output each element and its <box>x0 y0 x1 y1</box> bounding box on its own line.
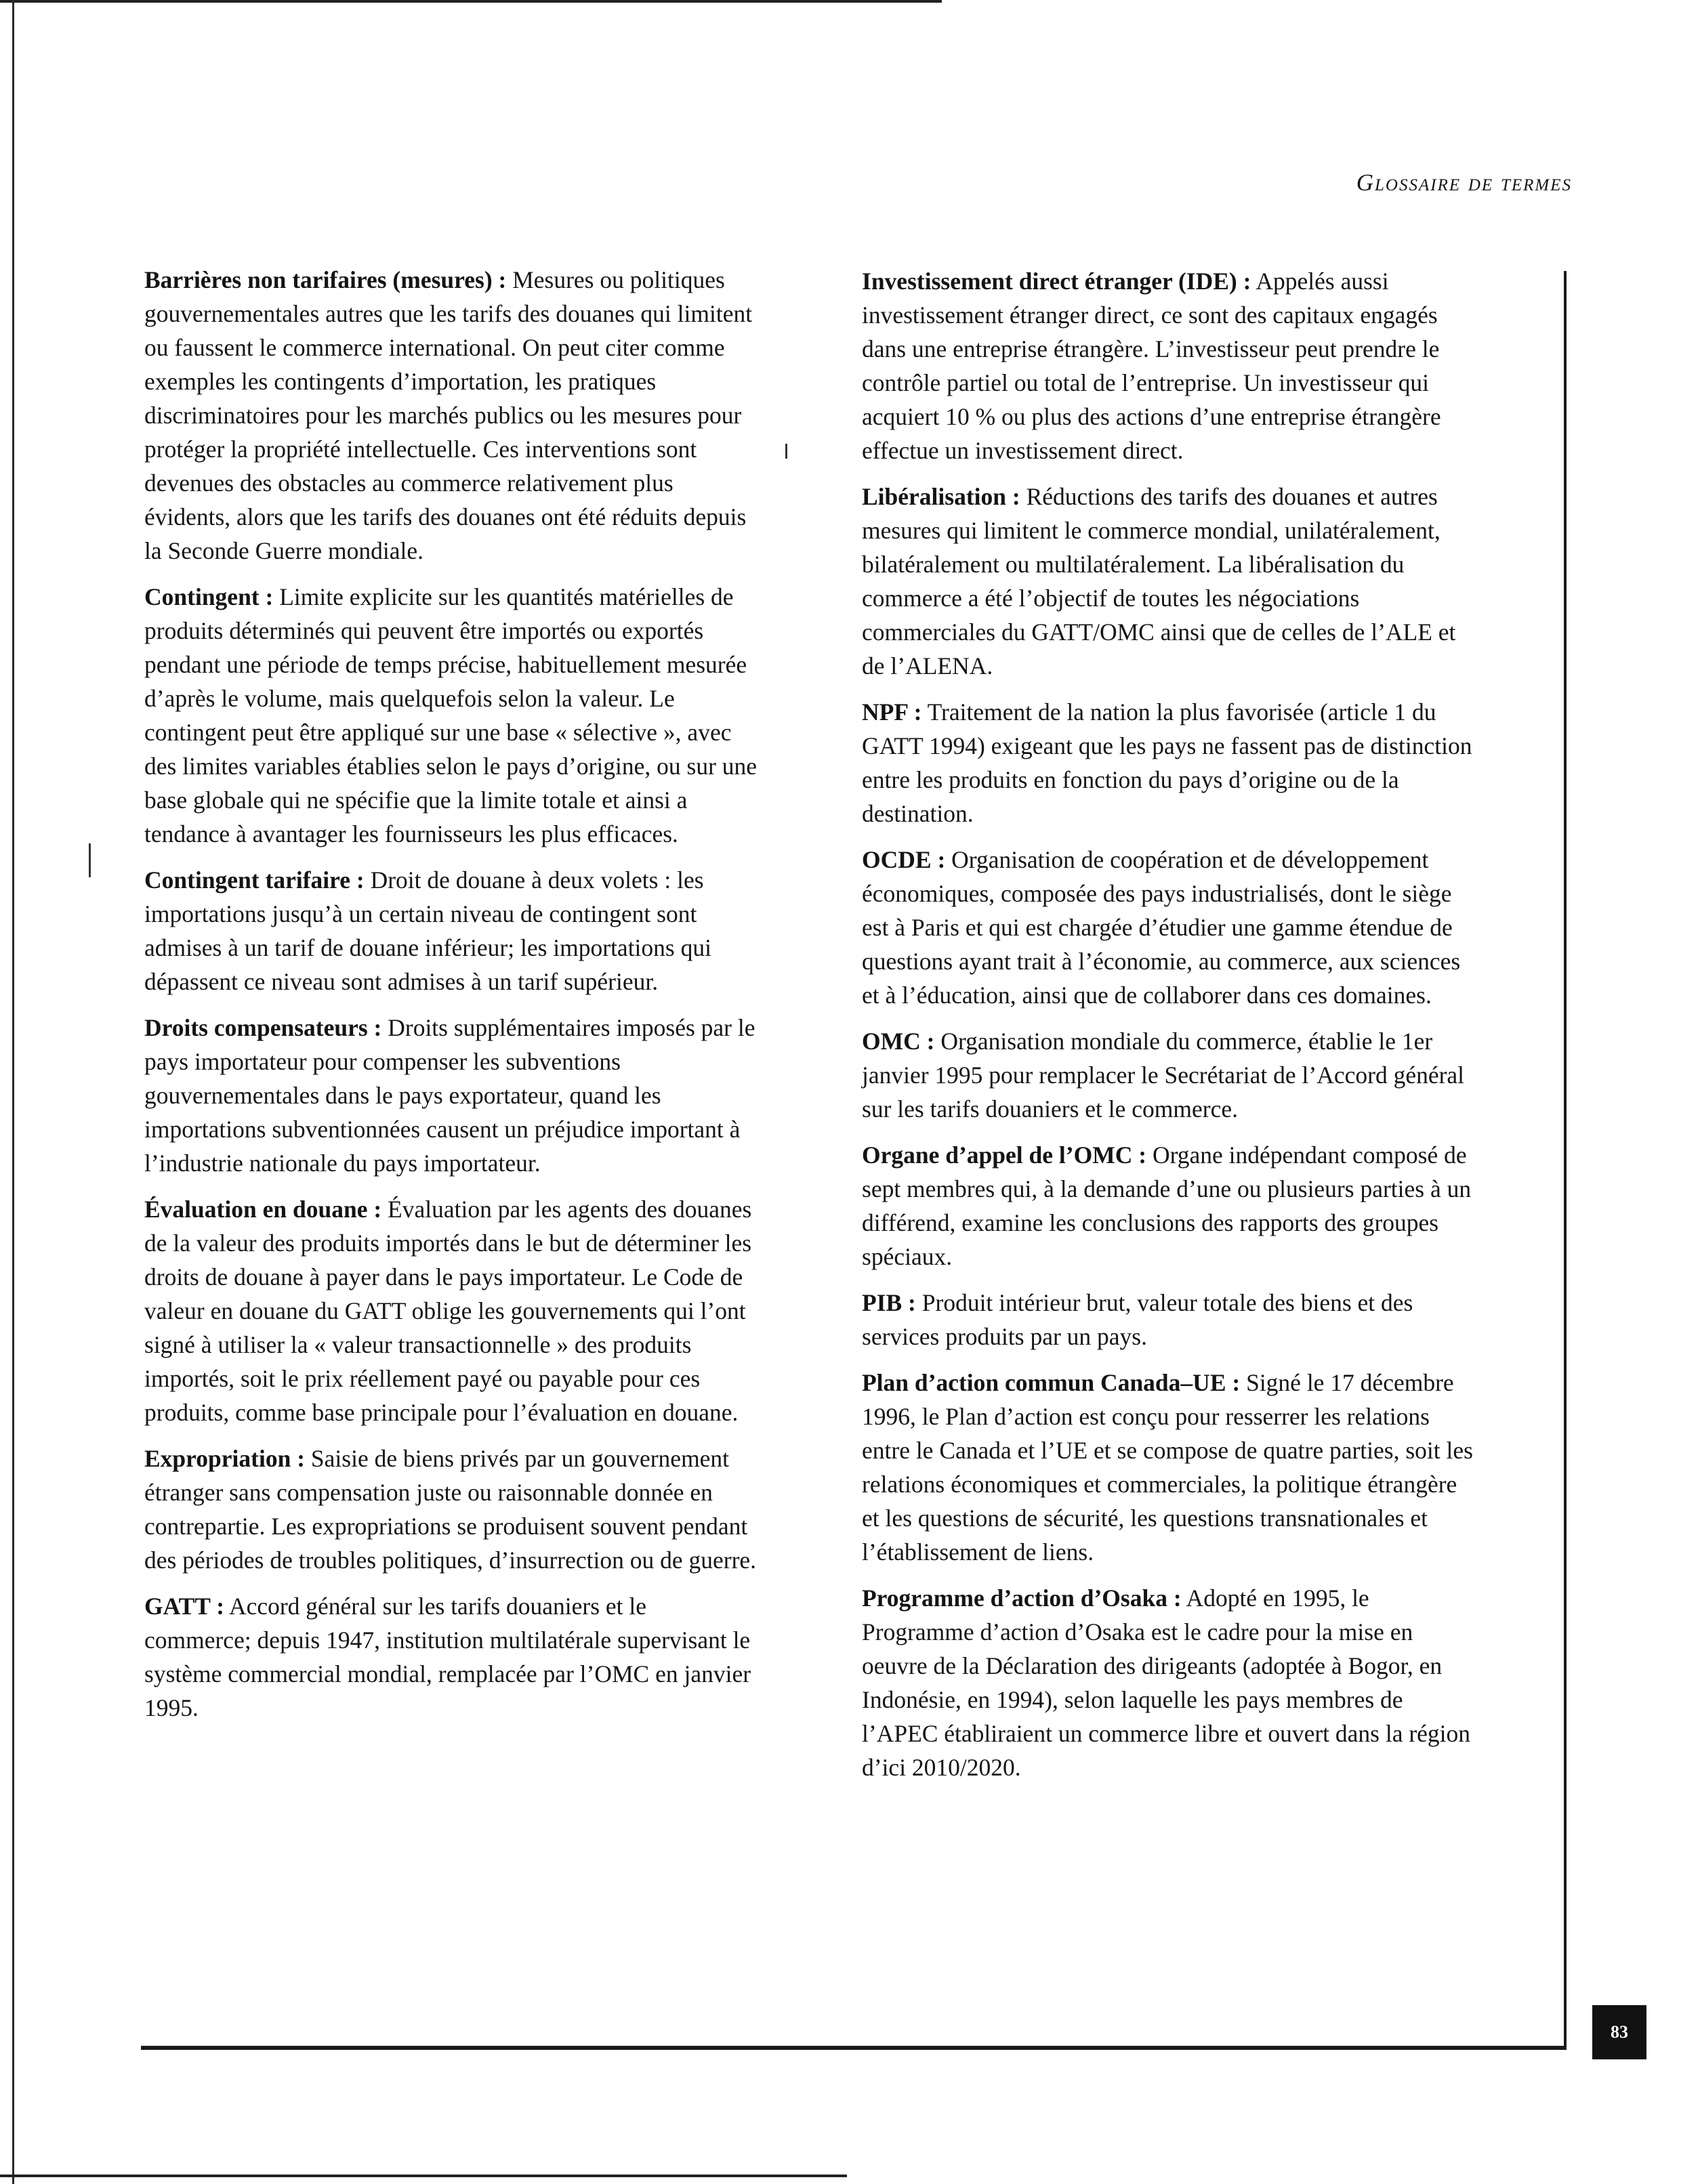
glossary-right-column <box>862 264 1475 1797</box>
glossary-term: Droits compensateurs : <box>144 1014 382 1041</box>
glossary-term: NPF : <box>862 698 922 726</box>
scan-artifact-mark <box>89 843 91 877</box>
glossary-left-column <box>144 263 758 1737</box>
page-number-badge: 83 <box>1592 2005 1646 2059</box>
glossary-entry <box>862 1286 1475 1353</box>
glossary-definition: Organisation de coopération et de développement économiques, composée des pays industrialisés, dont le siège est à Paris et qui est chargée d’étudier une gamme étendue de questions ayant trait à l’économie, au commerce, aux sciences et à l’éducation, ainsi que de collaborer dans ces domaines. <box>862 846 1461 1009</box>
running-header: Glossaire de termes <box>1356 169 1572 196</box>
scan-top-border <box>0 0 942 3</box>
footer-horizontal-rule <box>141 2046 1567 2050</box>
glossary-term: Programme d’action d’Osaka : <box>862 1584 1182 1612</box>
glossary-term: Investissement direct étranger (IDE) : <box>862 268 1251 295</box>
glossary-entry <box>144 580 758 851</box>
glossary-definition: Organe indépendant composé de sept membres qui, à la demande d’une ou plusieurs parties à un différend, examine les conclusions des rapports des groupes spéciaux. <box>862 1141 1472 1270</box>
scan-artifact-mark <box>785 444 787 459</box>
glossary-term: PIB : <box>862 1289 916 1316</box>
glossary-definition: Évaluation par les agents des douanes de la valeur des produits importés dans le but de déterminer les droits de douane à payer dans le pays importateur. Le Code de valeur en douane du GATT oblige les gouvernements qui l’ont signé à utiliser la « valeur transactionnelle » des produits importés, soit le prix réellement payé ou payable pour ces produits, comme base principale pour l’évaluation en douane. <box>144 1196 752 1426</box>
glossary-definition: Mesures ou politiques gouvernementales autres que les tarifs des douanes qui limitent ou faussent le commerce international. On peut citer comme exemples les contingents d’importation, les pratiques discriminatoires pour les marchés publics ou les mesures pour protéger la propriété intellectuelle. Ces interventions sont devenues des obstacles au commerce relativement plus évidents, alors que les tarifs des douanes ont été réduits depuis la Seconde Guerre mondiale. <box>144 266 753 564</box>
glossary-term: OMC : <box>862 1028 935 1055</box>
glossary-definition: Accord général sur les tarifs douaniers et le commerce; depuis 1947, institution multilatérale supervisant le système commercial mondial, remplacée par l’OMC en janvier 1995. <box>144 1593 751 1721</box>
glossary-term: Évaluation en douane : <box>144 1196 382 1223</box>
glossary-entry <box>862 1024 1475 1126</box>
glossary-definition: Signé le 17 décembre 1996, le Plan d’action est conçu pour resserrer les relations entre le Canada et l’UE et se compose de quatre parties, soit les relations économiques et commerciales, la politique étrangère et les questions de sécurité, les questions transnationales et l’établissement de liens. <box>862 1369 1473 1566</box>
glossary-entry <box>144 1192 758 1429</box>
glossary-entry <box>862 1138 1475 1274</box>
glossary-definition: Adopté en 1995, le Programme d’action d’Osaka est le cadre pour la mise en oeuvre de la Déclaration des dirigeants (adoptée à Bogor, en Indonésie, en 1994), selon laquelle les pays membres de l’APEC établiraient un commerce libre et ouvert dans la région d’ici 2010/2020. <box>862 1584 1471 1781</box>
glossary-entry <box>144 1011 758 1180</box>
glossary-entry <box>862 1366 1475 1569</box>
glossary-definition: Saisie de biens privés par un gouvernement étranger sans compensation juste ou raisonnable donnée en contrepartie. Les expropriations se produisent souvent pendant des périodes de troubles politiques, d’insurrection ou de guerre. <box>144 1445 757 1574</box>
glossary-definition: Traitement de la nation la plus favorisée (article 1 du GATT 1994) exigeant que les pays ne fassent pas de distinction entre les produits en fonction du pays d’origine ou de la destination. <box>862 698 1472 827</box>
glossary-term: GATT : <box>144 1593 225 1620</box>
glossary-term: Libéralisation : <box>862 483 1020 510</box>
glossary-definition: Réductions des tarifs des douanes et autres mesures qui limitent le commerce mondial, unilatéralement, bilatéralement ou multilatéralement. La libéralisation du commerce a été l’objectif de toutes les négociations commerciales du GATT/OMC ainsi que de celles de l’ALE et de l’ALENA. <box>862 483 1456 679</box>
glossary-entry <box>862 843 1475 1012</box>
glossary-entry <box>144 1589 758 1725</box>
glossary-term: OCDE : <box>862 846 946 873</box>
glossary-entry <box>862 264 1475 467</box>
glossary-term: Contingent tarifaire : <box>144 866 365 894</box>
glossary-entry <box>862 695 1475 831</box>
glossary-definition: Droit de douane à deux volets : les importations jusqu’à un certain niveau de contingent sont admises à un tarif de douane inférieur; les importations qui dépassent ce niveau sont admises à un tarif supérieur. <box>144 866 711 995</box>
glossary-entry <box>144 1442 758 1577</box>
column-vertical-rule <box>1564 271 1567 2049</box>
glossary-term: Expropriation : <box>144 1445 306 1472</box>
glossary-definition: Appelés aussi investissement étranger direct, ce sont des capitaux engagés dans une entreprise étrangère. L’investisseur peut prendre le contrôle partiel ou total de l’entreprise. Un investisseur qui acquiert 10 % ou plus des actions d’une entreprise étrangère effectue un investissement direct. <box>862 268 1441 464</box>
glossary-entry <box>862 480 1475 683</box>
glossary-term: Contingent : <box>144 583 274 610</box>
glossary-definition: Limite explicite sur les quantités matérielles de produits déterminés qui peuvent être importés ou exportés pendant une période de temps précise, habituellement mesurée d’après le volume, mais quelquefois selon la valeur. Le contingent peut être appliqué sur une base « sélective », avec des limites variables établies selon le pays d’origine, ou sur une base globale qui ne spécifie que la limite totale et ainsi a tendance à avantager les fournisseurs les plus efficaces. <box>144 583 758 847</box>
glossary-term: Barrières non tarifaires (mesures) : <box>144 266 507 293</box>
scan-left-border <box>12 0 14 2184</box>
scan-bottom-border <box>0 2175 847 2177</box>
glossary-entry <box>144 263 758 568</box>
glossary-definition: Produit intérieur brut, valeur totale des biens et des services produits par un pays. <box>862 1289 1413 1350</box>
glossary-term: Organe d’appel de l’OMC : <box>862 1141 1147 1169</box>
glossary-definition: Droits supplémentaires imposés par le pays importateur pour compenser les subventions gouvernementales dans le pays exportateur, quand les importations subventionnées causent un préjudice important à l’industrie nationale du pays importateur. <box>144 1014 755 1177</box>
glossary-definition: Organisation mondiale du commerce, établie le 1er janvier 1995 pour remplacer le Secrétariat de l’Accord général sur les tarifs douaniers et le commerce. <box>862 1028 1465 1122</box>
glossary-entry <box>144 863 758 999</box>
glossary-entry <box>862 1581 1475 1784</box>
glossary-term: Plan d’action commun Canada–UE : <box>862 1369 1241 1396</box>
